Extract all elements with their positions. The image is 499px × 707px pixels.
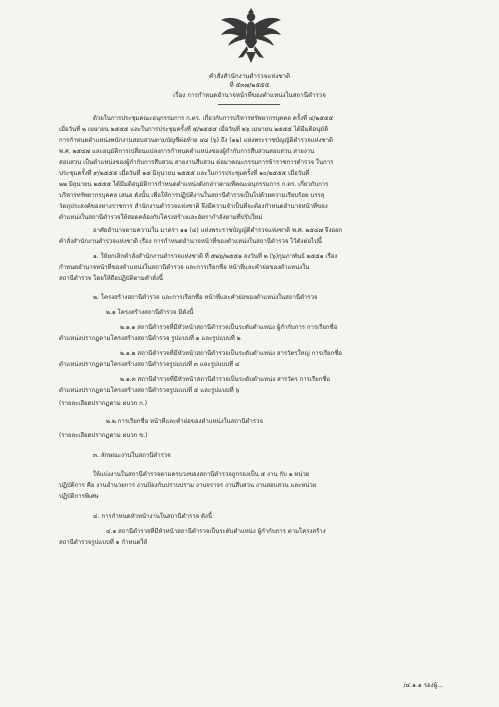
body-line: อาศัยอำนาจตามความใน มาตรา ๑๑ (๔) แห่งพระราชบัญญัติตำรวจแห่งชาติ พ.ศ. ๒๕๔๗ จึงออก (93, 227, 343, 234)
body-line: สถานีตำรวจรูปแบบที่ ๑ กำหนดให้ (59, 539, 148, 546)
body-line: การกำหนดตำแหน่งพนักงานสอบสวนตามบัญชีต่อท้าย ๔๔ (๖) ถึง (๑๑) แห่งพระราชบัญญัติตำรวจแห่งชาติ (59, 137, 333, 144)
body-line: ๒๒ มิถุนายน ๒๕๕๕ ได้มีมติอนุมัติการกำหนดตำแหน่งดังกล่าวตามที่คณะอนุกรรมการ ก.ตร. เกี่ยวกับการ (59, 181, 329, 188)
body-line: ตำแหน่งปรากฏตามโครงสร้างสถานีตำรวจ รูปแบบที่ ๑ และรูปแบบที่ ๒ (59, 335, 241, 342)
body-line: วัตถุประสงค์ของทางราชการ สำนักงานตำรวจแห่งชาติ จึงมีความจำเป็นที่จะต้องกำหนดอำนาจหน้าที่ของ (59, 203, 328, 210)
body-line: กำหนดอำนาจหน้าที่ของตำแหน่งในสถานีตำรวจ และการเรียกชื่อ หน้าที่และคำย่อของตำแหน่งใน (59, 264, 310, 271)
clause-4-1: ๔.๑ สถานีตำรวจที่มีหัวหน้าสถานีตำรวจเป็นระดับตำแหน่ง ผู้กำกับการ ตามโครงสร้าง (106, 528, 326, 535)
clause-2-1-2: ๒.๑.๒ สถานีตำรวจที่มีหัวหน้าสถานีตำรวจเป็นระดับตำแหน่ง สารวัตรใหญ่ การเรียกชื่อ (120, 350, 342, 357)
body-line: พ.ศ. ๒๕๔๗ และอนุมัติการเปลี่ยนแปลงการกำหนดตำแหน่งของผู้กำกับการสืบสวนสอบสวน สายงาน (59, 148, 315, 155)
annex-reference: (รายละเอียดปรากฏตาม ผนวก ข.) (59, 432, 148, 439)
clause-2: ๒. โครงสร้างสถานีตำรวจ และการเรียกชื่อ หน้าที่และคำย่อของตำแหน่งในสถานีตำรวจ (93, 294, 318, 301)
clause-2-1-1: ๒.๑.๑ สถานีตำรวจที่มีหัวหน้าสถานีตำรวจเป็นระดับตำแหน่ง ผู้กำกับการ การเรียกชื่อ (120, 324, 338, 331)
subject-line: เรื่อง การกำหนดอำนาจหน้าที่ของตำแหน่งในสถานีตำรวจ (173, 92, 326, 99)
continuation-marker: /๔.๑.๑ รองผู้... (403, 682, 443, 689)
annex-reference: (รายละเอียดปรากฏตาม ผนวก ก.) (59, 400, 148, 407)
clause-4: ๔. การกำหนดหัวหน้างานในสถานีตำรวจ ดังนี้ (93, 513, 212, 520)
body-line: สอบสวน เป็นตำแหน่งของผู้กำกับการสืบสวน สายงานสืบสวน ต่อมาคณะกรรมการข้าราชการตำรวจ ในการ (59, 159, 334, 166)
body-line: คำสั่งสำนักงานตำรวจแห่งชาติ เรื่อง การกำหนดอำนาจหน้าที่ของตำแหน่งในสถานีตำรวจ ไว้ดังต่อไปนี้ (59, 238, 322, 245)
clause-2-1: ๒.๑ โครงสร้างสถานีตำรวจ มีดังนี้ (106, 309, 194, 316)
body-line: ตำแหน่งในสถานีตำรวจให้สอดคล้องกับโครงสร้างและอัตรากำลังตามที่ปรับใหม่ (59, 214, 263, 221)
body-line: ตำแหน่งปรากฏตามโครงสร้างสถานีตำรวจรูปแบบที่ ๓ และรูปแบบที่ ๔ (59, 361, 240, 368)
clause-3: ๓. ลักษณะงานในสถานีตำรวจ (93, 452, 171, 459)
body-line: ปฏิบัติการพิเศษ (59, 493, 99, 500)
body-line: เมื่อวันที่ ๒ เมษายน ๒๕๕๕ และในการประชุมครั้งที่ ๕/๒๕๕๕ เมื่อวันที่ ๒๖ เมษายน ๒๕๕๕ ได้มีมติอนุมัติ (59, 126, 329, 133)
body-line: ด้วยในการประชุมคณะอนุกรรมการ ก.ตร. เกี่ยวกับการบริหารทรัพยากรบุคคล ครั้งที่ ๔/๒๕๕๕ (93, 115, 334, 122)
clause-2-1-3: ๒.๑.๓ สถานีตำรวจที่มีหัวหน้าสถานีตำรวจเป็นระดับตำแหน่ง สารวัตร การเรียกชื่อ (120, 376, 331, 383)
clause-1: ๑. ให้ยกเลิกคำสั่งสำนักงานตำรวจแห่งชาติ ที่ ๕๒๖/๒๕๕๑ ลงวันที่ ๒ (๖)กุมภาพันธ์ ๒๕๕๑ เรื่อง (93, 253, 338, 260)
body-line: ให้แบ่งงานในสถานีตำรวจตามครบวงของสถานีตำรวจถูกรองเป็น ๕ งาน กับ ๑ หน่วย (93, 471, 310, 478)
clause-2-2: ๒.๒ การเรียกชื่อ หน้าที่และคำย่อของตำแหน่งในสถานีตำรวจ (106, 418, 263, 425)
body-line: สถานีตำรวจ โดยให้ถือปฏิบัติตามคำสั่งนี้ (59, 275, 163, 282)
body-line: ปฏิบัติการ คือ งานอำนวยการ งานป้องกันปราบปราม งานจราจร งานสืบสวน งานสอบสวน และหน่วย (59, 482, 317, 489)
body-line: ตำแหน่งปรากฏตามโครงสร้างสถานีตำรวจรูปแบบที่ ๕ และรูปแบบที่ ๖ (59, 387, 240, 394)
body-line: บริหารทรัพยากรบุคคล เสนอ ดังนั้น เพื่อให้การปฏิบัติงานในสถานีตำรวจเป็นไปด้วยความเรียบร้อย บรรลุ (59, 192, 325, 199)
garuda-emblem-icon (219, 8, 283, 64)
header-divider (218, 104, 280, 105)
body-line: ประชุมครั้งที่ ๙/๒๕๕๕ เมื่อวันที่ ๑๕ มิถุนายน ๒๕๕๕ และในการประชุมครั้งที่ ๑๐/๒๕๕๕ เมื่อวันที่ (59, 170, 310, 177)
issuer-heading: คำสั่งสำนักงานตำรวจแห่งชาติ (208, 73, 291, 80)
order-number: ที่ ๕๓๗/๒๕๕๕ (229, 82, 270, 89)
